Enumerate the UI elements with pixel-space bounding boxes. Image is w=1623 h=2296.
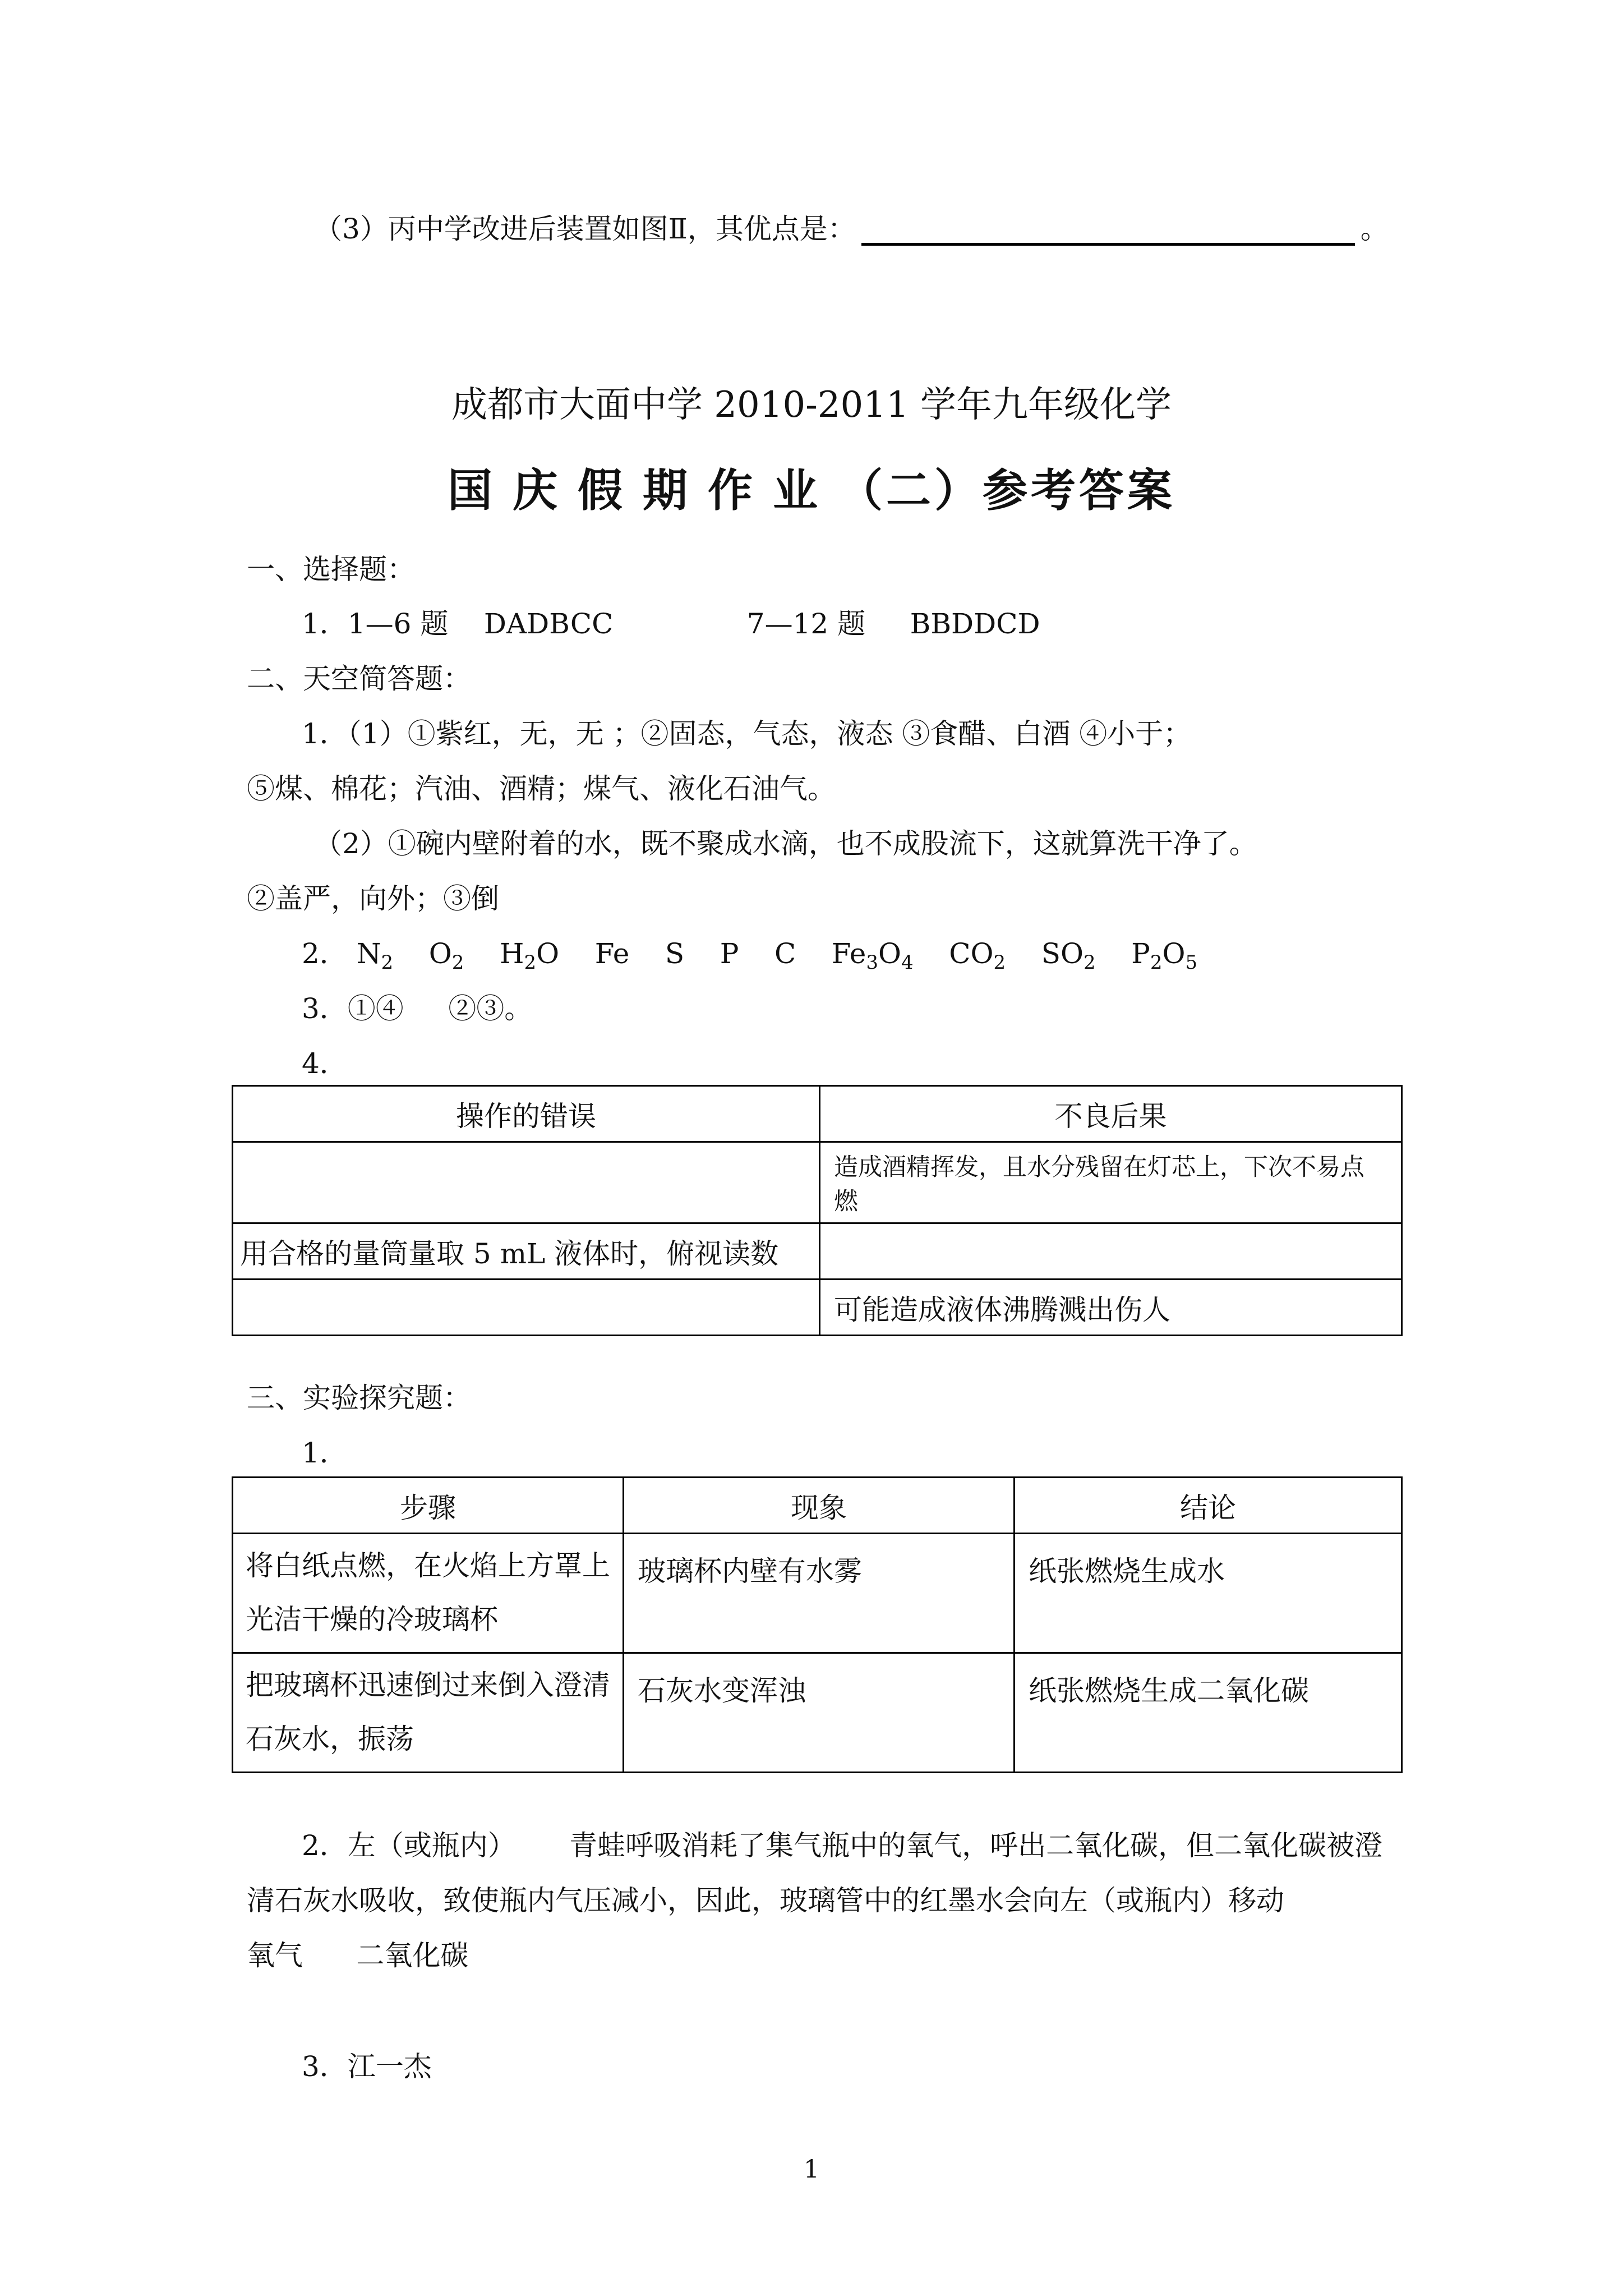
table-cell: 纸张燃烧生成水 xyxy=(1015,1534,1402,1653)
table-cell: 造成酒精挥发，且水分残留在灯芯上，下次不易点燃 xyxy=(820,1142,1402,1223)
q2-number: 2． xyxy=(302,937,348,970)
formula-h2o: $H_2O$ xyxy=(499,937,560,974)
section1-answers: 1．1—6 题 DADBCC 7—12 题 BBDDCD xyxy=(302,608,1040,640)
mistakes-table xyxy=(232,1085,1403,1336)
formula-o2: $O_2$ xyxy=(428,937,464,974)
section3-q1: 1． xyxy=(302,1437,348,1469)
col-header-mistake: 操作的错误 xyxy=(233,1086,820,1142)
table-cell: 石灰水变浑浊 xyxy=(624,1653,1015,1773)
table-cell: 把玻璃杯迅速倒过来倒入澄清石灰水，振荡 xyxy=(233,1653,624,1773)
formula-fe3o4: $Fe_3O_4$ xyxy=(831,937,914,974)
col-header-conclusion: 结论 xyxy=(1015,1478,1402,1534)
section2-q1-line2: ⑤煤、棉花；汽油、酒精；煤气、液化石油气。 xyxy=(247,772,836,805)
table-cell: 纸张燃烧生成二氧化碳 xyxy=(1015,1653,1402,1773)
table-cell: 将白纸点燃，在火焰上方罩上光洁干燥的冷玻璃杯 xyxy=(233,1534,624,1653)
col-header-steps: 步骤 xyxy=(233,1478,624,1534)
section2-q1-line4: ②盖严，向外；③倒 xyxy=(247,882,499,915)
section2-heading: 二、天空简答题： xyxy=(247,662,471,695)
formula-s: S xyxy=(665,937,685,970)
table-cell: 玻璃杯内壁有水雾 xyxy=(624,1534,1015,1653)
table-row xyxy=(233,1223,1402,1280)
col-header-phenomenon: 现象 xyxy=(624,1478,1015,1534)
section3-heading: 三、实验探究题： xyxy=(247,1382,471,1414)
table-row xyxy=(233,1280,1402,1336)
table-row xyxy=(233,1653,1402,1773)
section3-q2-line1: 2．左（或瓶内） 青蛙呼吸消耗了集气瓶中的氧气，呼出二氧化碳，但二氧化碳被澄 xyxy=(302,1829,1383,1862)
formula-p: P xyxy=(720,937,739,970)
document-title-main xyxy=(0,464,1623,516)
section3-q3: 3．江一杰 xyxy=(302,2050,432,2083)
page-number: 1 xyxy=(804,2155,819,2184)
improvement-question xyxy=(314,212,1389,246)
formula-co2: $CO_2$ xyxy=(949,937,1006,974)
table-cell xyxy=(233,1142,820,1223)
improvement-question-end: 。 xyxy=(1360,213,1389,245)
table-cell: 用合格的量筒量取 5 mL 液体时，俯视读数 xyxy=(233,1223,820,1280)
formula-c: C xyxy=(774,937,796,970)
section2-q4: 4． xyxy=(302,1047,348,1080)
section2-q3: 3．①④ ②③。 xyxy=(302,992,533,1025)
experiment-table xyxy=(232,1476,1403,1773)
table-row xyxy=(233,1142,1402,1223)
section3-q2-line2: 清石灰水吸收，致使瓶内气压减小，因此，玻璃管中的红墨水会向左（或瓶内）移动 xyxy=(247,1884,1284,1917)
section2-q1-line3: （2）①碗内壁附着的水，既不聚成水滴，也不成股流下，这就算洗干净了。 xyxy=(314,827,1257,860)
section1-heading: 一、选择题： xyxy=(247,553,415,586)
col-header-consequence: 不良后果 xyxy=(820,1086,1402,1142)
title-rest-part: （二）参考答案 xyxy=(838,464,1175,517)
document-title-school: 成都市大面中学 2010-2011 学年九年级化学 xyxy=(451,384,1172,426)
section2-q2-formulas xyxy=(302,937,1198,974)
answer-blank xyxy=(861,214,1355,246)
table-cell: 可能造成液体沸腾溅出伤人 xyxy=(820,1280,1402,1336)
formula-p2o5: $P_2O_5$ xyxy=(1131,937,1198,974)
formula-so2: $SO_2$ xyxy=(1041,937,1096,974)
title-spaced-part: 国庆假期作业 xyxy=(448,464,838,517)
table-row xyxy=(233,1534,1402,1653)
table-cell xyxy=(820,1223,1402,1280)
table-header-row xyxy=(233,1478,1402,1534)
section3-q2-line3: 氧气 二氧化碳 xyxy=(247,1939,469,1972)
table-cell xyxy=(233,1280,820,1336)
formula-fe: Fe xyxy=(594,937,630,970)
section2-q1-line1: 1．（1）①紫红，无，无 ；②固态，气态，液态 ③食醋、白酒 ④小于； xyxy=(302,717,1192,750)
table-header-row xyxy=(233,1086,1402,1142)
formula-n2: $N_2$ xyxy=(356,937,394,974)
improvement-question-text: （3）丙中学改进后装置如图Ⅱ，其优点是： xyxy=(314,213,856,245)
